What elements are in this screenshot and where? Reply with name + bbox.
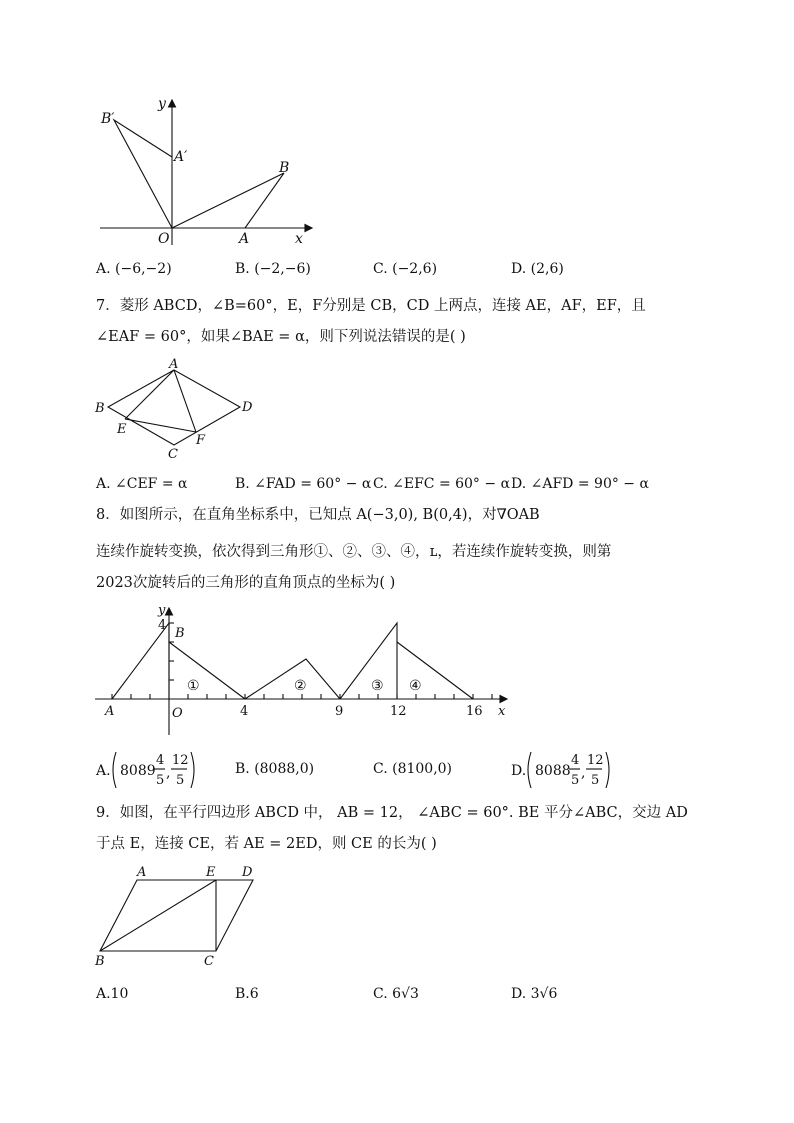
q7-label-c: C xyxy=(168,447,178,462)
q8-tick-16: 16 xyxy=(466,704,483,719)
q7-label-f: F xyxy=(196,433,206,448)
q6-option-a: A. (−6,−2) xyxy=(96,261,172,277)
q8-label-4: 4 xyxy=(158,618,167,633)
q8-option-a-prefix: A. xyxy=(96,763,111,779)
q8-label-a: A xyxy=(105,704,115,719)
q6-label-a-prime: A′ xyxy=(174,149,188,165)
q6-option-c: C. (−2,6) xyxy=(373,261,438,277)
q8-option-d xyxy=(509,748,619,792)
q8-circled-2: ② xyxy=(294,678,307,694)
q8-option-c: C. (8100,0) xyxy=(373,761,453,777)
q8-label-x: x xyxy=(498,704,506,719)
svg-text:,: , xyxy=(166,765,171,781)
q9-label-e: E xyxy=(206,865,216,880)
q7-option-a: A. ∠CEF = α xyxy=(96,476,188,492)
q9-label-d: D xyxy=(242,865,253,880)
q6-label-a: A xyxy=(239,231,250,247)
q6-label-x: x xyxy=(295,231,303,247)
q8-option-d-int: 8088 xyxy=(535,763,571,779)
q8-stem-line3: 2023次旋转后的三角形的直角顶点的坐标为( ) xyxy=(96,575,396,591)
q8-tick-4: 4 xyxy=(240,704,249,719)
q7-option-c: C. ∠EFC = 60° − α xyxy=(373,476,511,492)
q8-option-d-prefix: D. xyxy=(511,763,527,779)
q8-circled-3: ③ xyxy=(371,678,384,694)
q7-option-b: B. ∠FAD = 60° − α xyxy=(235,476,372,492)
q7-stem-line2: ∠EAF = 60°，如果∠BAE = α，则下列说法错误的是( ) xyxy=(96,329,466,345)
svg-text:,: , xyxy=(581,765,586,781)
q7-label-b: B xyxy=(95,401,105,416)
q8-circled-4: ④ xyxy=(409,678,422,694)
q9-label-a: A xyxy=(137,865,147,880)
q8-label-b: B xyxy=(175,626,185,641)
q7-label-e: E xyxy=(117,422,127,437)
q7-option-d: D. ∠AFD = 90° − α xyxy=(511,476,649,492)
q6-option-b: B. (−2,−6) xyxy=(235,261,311,277)
q8-option-b: B. (8088,0) xyxy=(235,761,315,777)
q9-stem-line2: 于点 E，连接 CE，若 AE = 2ED，则 CE 的长为( ) xyxy=(96,836,437,852)
q6-label-y: y xyxy=(158,96,166,112)
q8-option-d-fn: 4 xyxy=(571,753,580,768)
q9-option-c: C. 6√3 xyxy=(373,986,419,1002)
q8-tick-12: 12 xyxy=(390,704,407,719)
q9-label-b: B xyxy=(95,954,105,969)
q7-stem-line1: 7．菱形 ABCD，∠B=60°，E，F分别是 CB，CD 上两点，连接 AE，AF，EF，且 xyxy=(96,298,646,314)
q8-option-a-fn: 4 xyxy=(156,753,165,768)
q8-tick-9: 9 xyxy=(335,704,344,719)
q8-option-a-gn: 12 xyxy=(172,753,189,768)
q7-label-d: D xyxy=(242,400,253,415)
q9-stem-line1: 9．如图，在平行四边形 ABCD 中， AB = 12， ∠ABC = 60°. BE 平分∠ABC，交边 AD xyxy=(96,805,688,821)
q6-label-b-prime: B′ xyxy=(101,111,115,127)
q8-option-a-fd: 5 xyxy=(156,773,165,788)
q8-option-a-gd: 5 xyxy=(176,773,185,788)
q8-option-a xyxy=(94,748,204,792)
q8-label-o: O xyxy=(172,706,183,721)
q6-figure xyxy=(95,95,325,250)
q9-option-a: A.10 xyxy=(96,986,129,1002)
q6-label-o: O xyxy=(158,231,170,247)
q6-option-d: D. (2,6) xyxy=(511,261,564,277)
q9-option-d: D. 3√6 xyxy=(511,986,558,1002)
q8-label-y: y xyxy=(158,603,166,618)
q8-figure xyxy=(92,600,522,740)
q9-figure xyxy=(92,862,267,972)
q7-figure xyxy=(92,355,262,465)
q8-option-a-int: 8089 xyxy=(120,763,156,779)
q9-label-c: C xyxy=(204,954,214,969)
q9-option-b: B.6 xyxy=(235,986,259,1002)
q8-stem-line2: 连续作旋转变换，依次得到三角形①、②、③、④，ʟ，若连续作旋转变换，则第 xyxy=(96,544,612,560)
q8-option-d-gn: 12 xyxy=(587,753,604,768)
q8-option-d-fd: 5 xyxy=(571,773,580,788)
q7-label-a: A xyxy=(169,357,179,372)
q8-option-d-gd: 5 xyxy=(591,773,600,788)
q6-label-b: B xyxy=(279,160,290,176)
q8-circled-1: ① xyxy=(187,678,200,694)
q8-stem-line1: 8．如图所示，在直角坐标系中，已知点 A(−3,0), B(0,4)，对∇OAB xyxy=(96,507,540,523)
